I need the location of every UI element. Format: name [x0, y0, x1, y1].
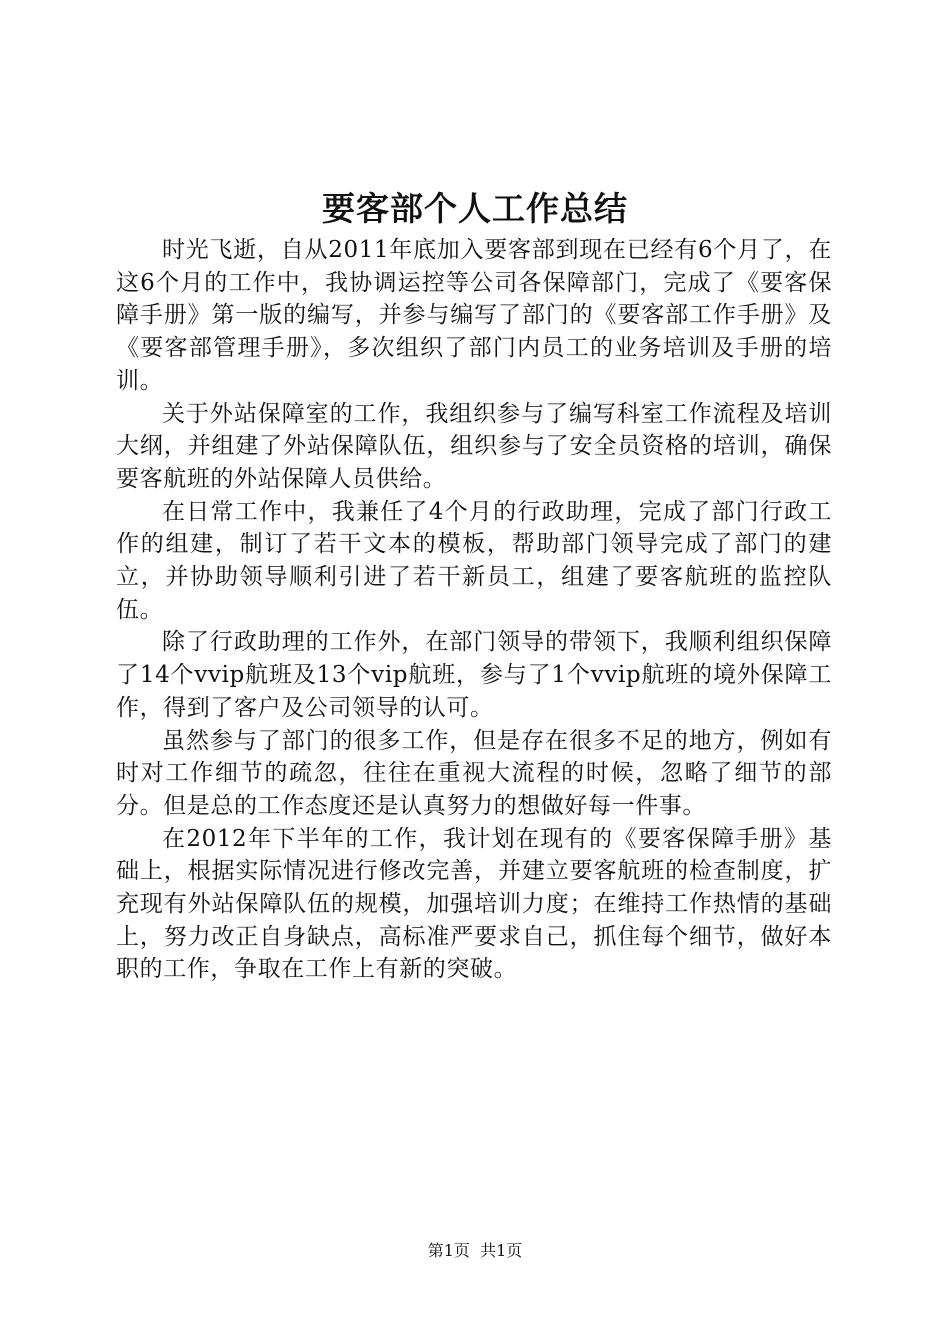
paragraph-5: 虽然参与了部门的很多工作，但是存在很多不足的地方，例如有时对工作细节的疏忽，往往在重视大流程的时候，忽略了细节的部分。但是总的工作态度还是认真努力的想做好每一件事。	[116, 727, 832, 819]
page-footer: 第1页 共1页	[427, 1241, 523, 1260]
paragraph-2: 关于外站保障室的工作，我组织参与了编写科室工作流程及培训大纲，并组建了外站保障队伍，组织参与了安全员资格的培训，确保要客航班的外站保障人员供给。	[116, 400, 832, 492]
paragraph-4: 除了行政助理的工作外，在部门领导的带领下，我顺利组织保障了14个vvip航班及13个vip航班，参与了1个vvip航班的境外保障工作，得到了客户及公司领导的认可。	[116, 629, 832, 721]
document-body	[116, 234, 832, 986]
paragraph-3: 在日常工作中，我兼任了4个月的行政助理，完成了部门行政工作的组建，制订了若干文本的模板，帮助部门领导完成了部门的建立，并协助领导顺利引进了若干新员工，组建了要客航班的监控队伍。	[116, 498, 832, 623]
document-title: 要客部个人工作总结	[322, 189, 628, 228]
paragraph-6: 在2012年下半年的工作，我计划在现有的《要客保障手册》基础上，根据实际情况进行修改完善，并建立要客航班的检查制度，扩充现有外站保障队伍的规模，加强培训力度；在维持工作热情的基础上，努力改正自身缺点，高标准严要求自己，抓住每个细节，做好本职的工作，争取在工作上有新的突破。	[116, 825, 832, 983]
paragraph-1: 时光飞逝，自从2011年底加入要客部到现在已经有6个月了，在这6个月的工作中，我协调运控等公司各保障部门，完成了《要客保障手册》第一版的编写，并参与编写了部门的《要客部工作手册》及《要客部管理手册》，多次组织了部门内员工的业务培训及手册的培训。	[116, 237, 832, 394]
